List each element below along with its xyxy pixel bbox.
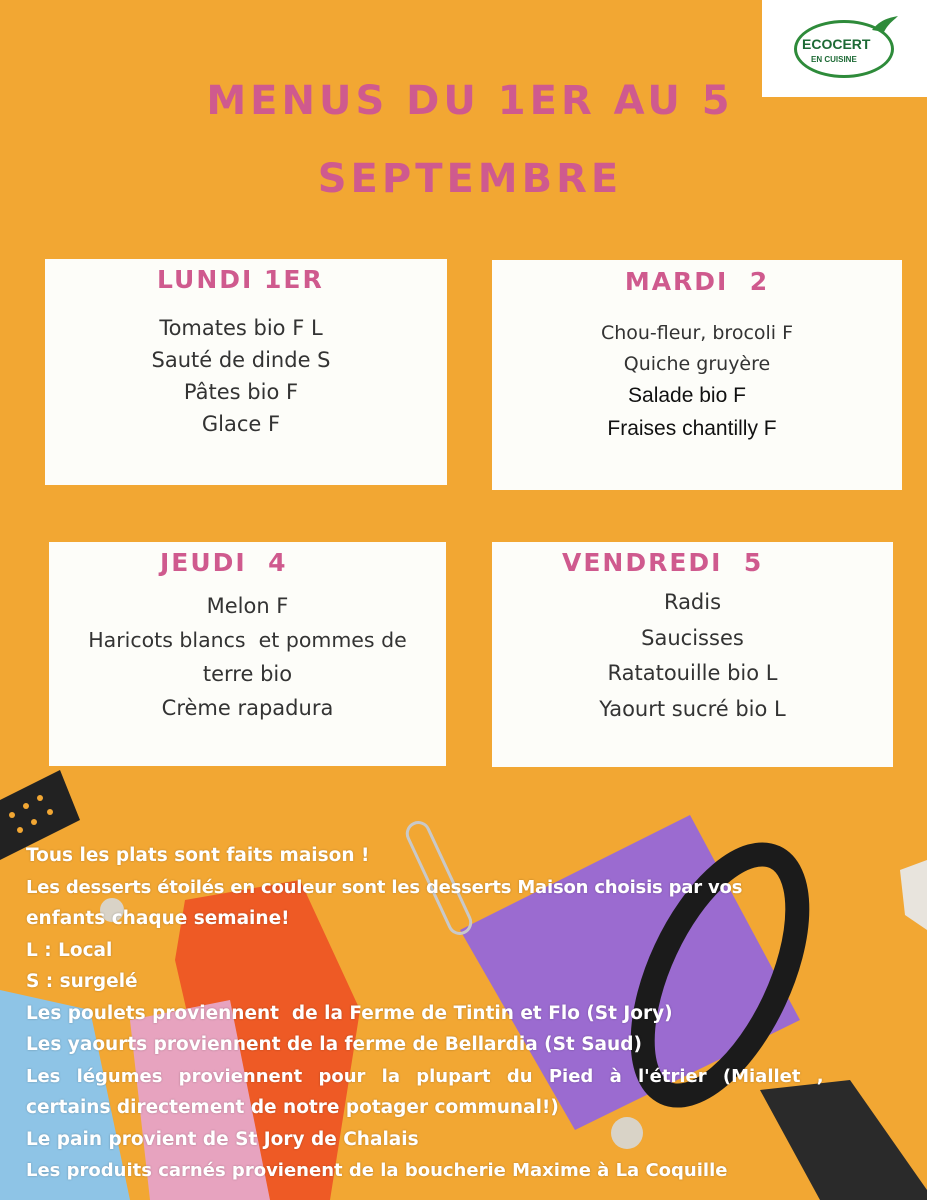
- logo-main-text: ECOCERT: [802, 36, 871, 52]
- menu-item: Haricots blancs et pommes de: [88, 628, 407, 652]
- logo-sub-text: EN CUISINE: [811, 55, 857, 64]
- menu-item: Pâtes bio F: [183, 380, 299, 404]
- note-line: L : Local: [26, 939, 113, 961]
- note-line: Les yaourts proviennent de la ferme de Bellardia (St Saud): [26, 1034, 642, 1055]
- note-line: Tous les plats sont faits maison !: [26, 845, 370, 866]
- note-line: Le pain provient de St Jory de Chalais: [26, 1128, 419, 1150]
- menu-item: Salade bio F: [628, 384, 746, 407]
- menu-card-lundi: [45, 259, 447, 485]
- menu-item: Fraises chantilly F: [607, 417, 777, 440]
- menu-item: Ratatouille bio L: [607, 661, 778, 685]
- menu-items: [35, 312, 447, 440]
- note-line: S : surgelé: [26, 971, 138, 992]
- note-line: Les légumes proviennent pour la plupart du Pied à l'étrier (Miallet ,: [26, 1065, 824, 1087]
- menu-item: Glace F: [201, 412, 281, 436]
- menu-item: Chou-fleur, brocoli F: [600, 322, 794, 344]
- menu-card-vendredi: [492, 542, 893, 767]
- menu-item: Quiche gruyère: [623, 353, 771, 375]
- note-line: Les desserts étoilés en couleur sont les desserts Maison choisis par vos: [26, 876, 743, 898]
- menu-item: Saucisses: [641, 625, 744, 650]
- menu-item: terre bio: [202, 662, 293, 686]
- menu-items: [492, 585, 893, 727]
- menu-items: [49, 589, 446, 725]
- info-notes: [26, 840, 904, 1187]
- note-line: Les produits carnés provienent de la boucherie Maxime à La Coquille: [26, 1160, 728, 1181]
- day-heading: LUNDI 1ER: [157, 265, 324, 294]
- title-line-2: SEPTEMBRE: [317, 156, 623, 202]
- menu-item: Sauté de dinde S: [151, 348, 331, 372]
- white-block: [900, 860, 927, 930]
- menu-item: Tomates bio F L: [159, 316, 323, 340]
- day-heading: JEUDI 4: [160, 548, 288, 577]
- ecocert-logo: [762, 0, 927, 97]
- day-heading: MARDI 2: [624, 267, 770, 296]
- menu-items: [492, 318, 902, 446]
- day-heading: VENDREDI 5: [562, 548, 764, 577]
- swallow-icon: [870, 14, 900, 36]
- note-line: Les poulets proviennent de la Ferme de Tintin et Flo (St Jory): [26, 1002, 673, 1024]
- page-title: [100, 62, 840, 218]
- menu-item: Radis: [663, 590, 722, 614]
- title-line-1: MENUS DU 1ER AU 5: [206, 78, 734, 124]
- menu-item: Melon F: [206, 594, 289, 618]
- menu-item: Crème rapadura: [161, 696, 334, 720]
- menu-card-mardi: [492, 260, 902, 490]
- menu-item: Yaourt sucré bio L: [599, 696, 786, 721]
- menu-card-jeudi: [49, 542, 446, 766]
- note-line: certains directement de notre potager communal!): [26, 1097, 559, 1118]
- note-line: enfants chaque semaine!: [26, 908, 290, 929]
